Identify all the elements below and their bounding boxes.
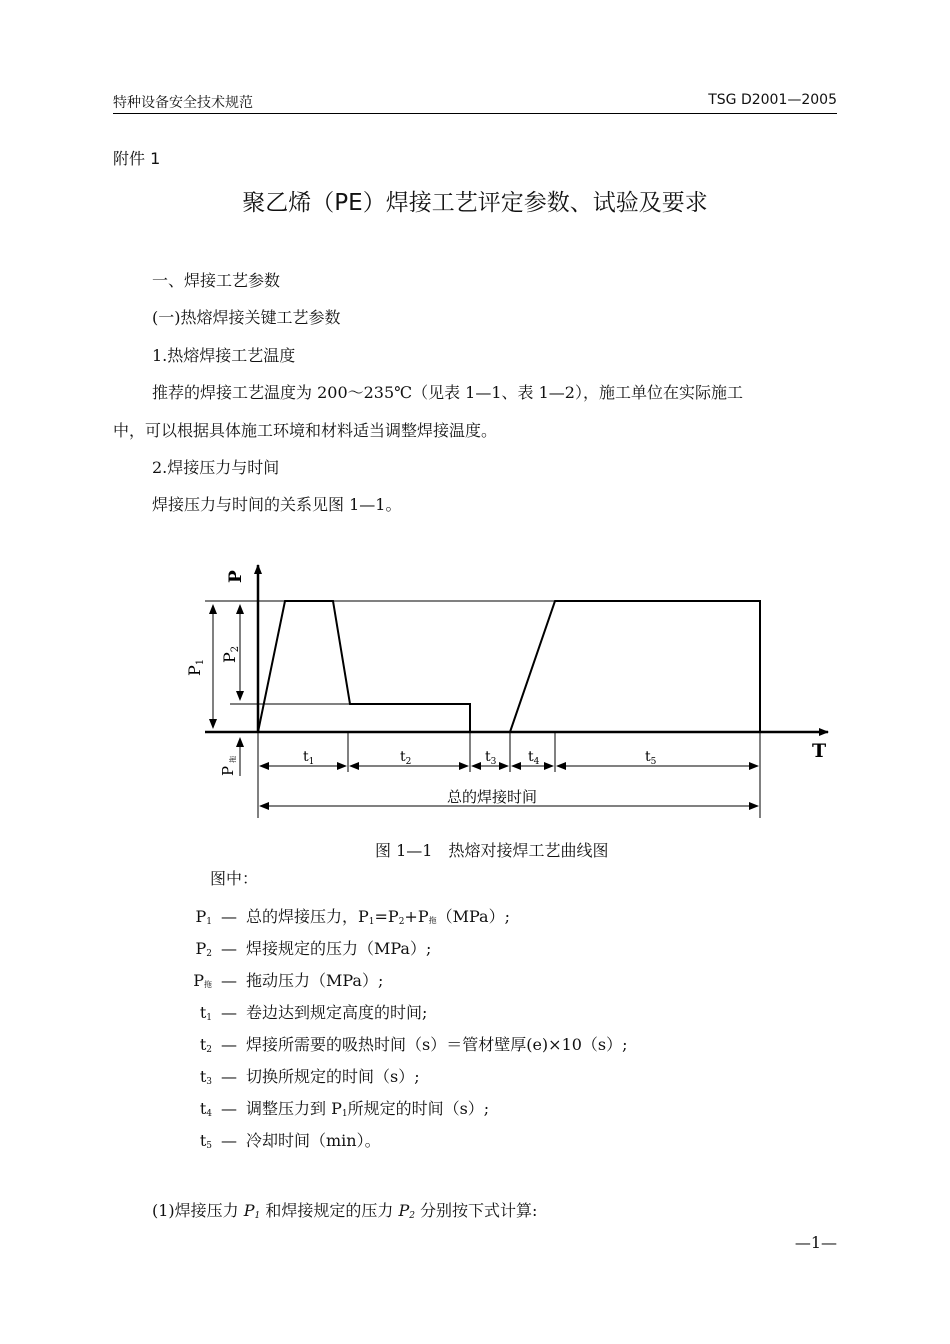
item-heading: 2.焊接压力与时间 [152, 458, 280, 477]
pressure-curve-first [258, 601, 470, 732]
pdrag-label: P拖 [219, 755, 237, 776]
paragraph-line: 焊接压力与时间的关系见图 1—1。 [152, 495, 402, 514]
p2-label: P2 [220, 645, 241, 663]
legend-row-p1: $P_1$ — 总的焊接压力，$P_1=P_2+P_拖(MPa)$; [195, 907, 510, 927]
legend-row-t4: $t_4$ — 调整压力到 $P_1$所规定的时间（s）; [199, 1099, 490, 1119]
t4-label: $t_4$ [528, 749, 540, 767]
legend-row-t3: $t_3$ — 切换所规定的时间（s）; [199, 1067, 420, 1087]
header-right: TSG D2001—2005 [708, 92, 837, 108]
page-number: —1— [794, 1233, 837, 1252]
legend-row-p2: $P_2$ — 焊接规定的压力（MPa）; [195, 939, 432, 959]
p1-label: P1 [185, 658, 206, 676]
t-axis-label: T [812, 740, 827, 762]
legend-row-t1: $t_1$ — 卷边达到规定高度的时间; [199, 1003, 428, 1023]
page-title: 聚乙烯（PE）焊接工艺评定参数、试验及要求 [242, 190, 708, 216]
subsection-heading: (一)热熔焊接关键工艺参数 [152, 308, 341, 327]
paragraph-line: 推荐的焊接工艺温度为 200～235℃（见表 1—1、表 1—2），施工单位在实际施工 [152, 383, 743, 402]
t1-label: $t_1$ [303, 749, 315, 767]
total-time-label: 总的焊接时间 [447, 788, 538, 806]
t2-label: $t_2$ [400, 749, 412, 767]
figure-caption: 图 1—1 热熔对接焊工艺曲线图 [375, 841, 609, 860]
p-axis-label: P [226, 570, 246, 583]
legend-row-t5: $t_5$ — 冷却时间（min）。 [199, 1131, 381, 1151]
legend-row-pdrag: $P_拖$ — 拖动压力（MPa）; [193, 971, 384, 990]
attachment-label: 附件 1 [113, 149, 161, 168]
pressure-curve-second [510, 601, 760, 732]
formula-intro: (1)焊接压力 $P_1$ 和焊接规定的压力 $P_2$ 分别按下式计算: [152, 1201, 538, 1221]
item-heading: 1.热熔焊接工艺温度 [152, 346, 296, 365]
t5-label: $t_5$ [645, 749, 657, 767]
paragraph-line: 中，可以根据具体施工环境和材料适当调整焊接温度。 [113, 421, 498, 440]
legend-intro: 图中： [210, 869, 259, 888]
section-heading: 一、焊接工艺参数 [152, 271, 281, 290]
header-left: 特种设备安全技术规范 [113, 95, 253, 111]
t3-label: $t_3$ [485, 749, 497, 767]
legend-row-t2: $t_2$ — 焊接所需要的吸热时间（s）＝管材壁厚(e)×10（s）; [199, 1035, 628, 1055]
